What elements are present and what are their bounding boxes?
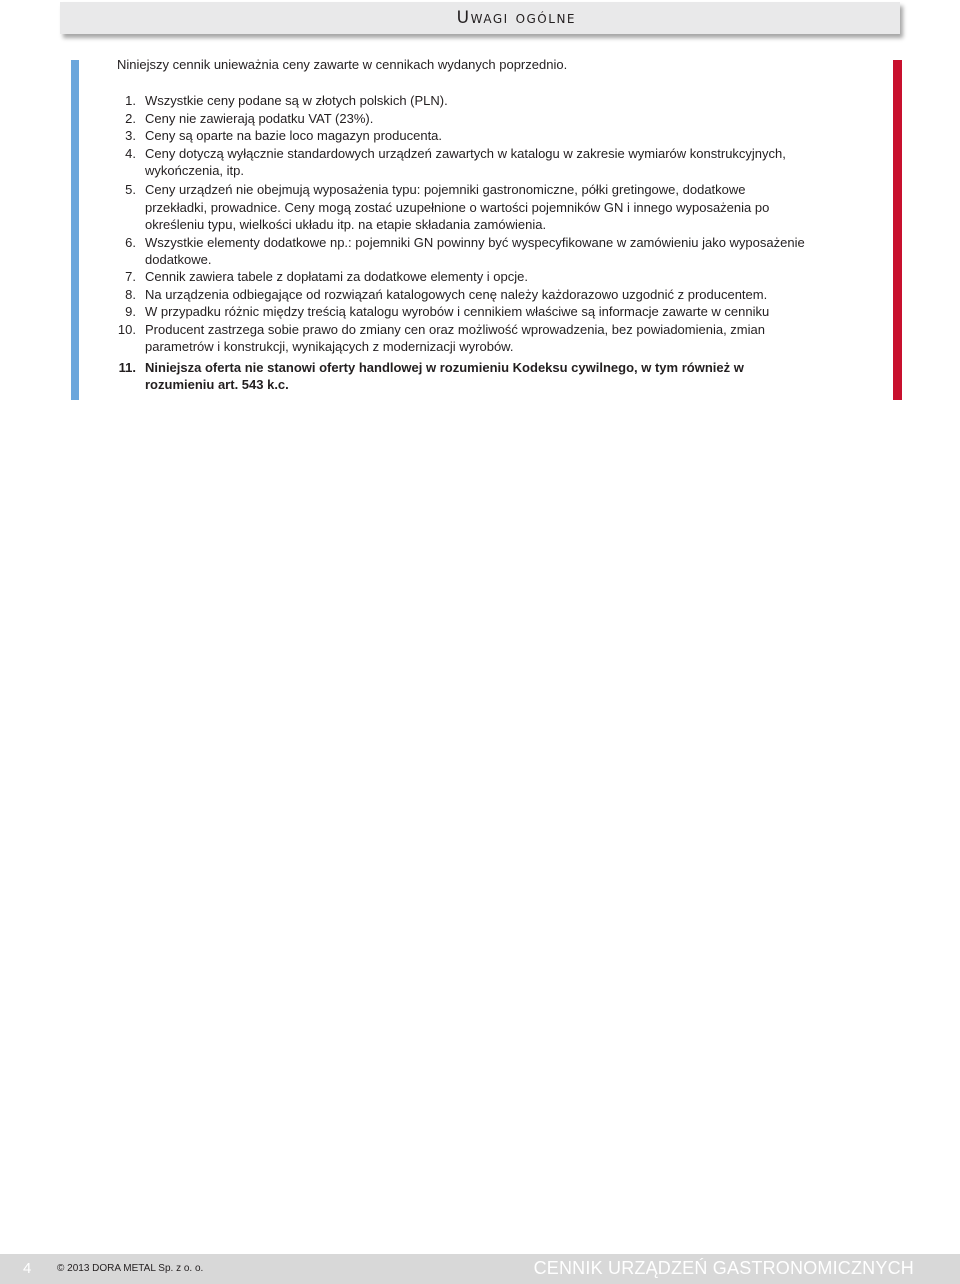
notes-content <box>117 56 807 393</box>
list-item-text: Wszystkie ceny podane są w złotych polskich (PLN). <box>145 93 448 109</box>
list-item <box>117 286 807 303</box>
list-item-number: 5. <box>125 182 136 198</box>
list-item-number: 8. <box>125 286 136 302</box>
list-item-text: Ceny nie zawierają podatku VAT (23%). <box>145 110 374 126</box>
list-item <box>117 321 807 356</box>
list-item-number: 4. <box>125 145 136 161</box>
list-item <box>117 268 807 285</box>
list-item-text: Ceny są oparte na bazie loco magazyn producenta. <box>145 128 443 144</box>
notes-list <box>117 92 807 393</box>
list-item <box>117 234 807 269</box>
list-item-number: 9. <box>125 304 136 320</box>
list-item-text: Ceny urządzeń nie obejmują wyposażenia typu: pojemniki gastronomiczne, półki gretingowe, dodatkowe przekładki, prowadnice. Ceny mogą zostać uzupełnione o wartości pojemników GN i innego wyposażenia po określeniu typu, wielkości układu itp. na etapie składania zamówienia. <box>145 182 770 233</box>
list-item-text: Na urządzenia odbiegające od rozwiązań katalogowych cenę należy każdorazowo uzgodnić z producentem. <box>145 286 768 302</box>
copyright-text: © 2013 DORA METAL Sp. z o. o. <box>57 1263 204 1274</box>
left-accent-bar <box>71 60 79 400</box>
list-item-text: Producent zastrzega sobie prawo do zmiany cen oraz możliwość wprowadzenia, bez powiadomienia, zmian parametrów i konstrukcji, wynikających z modernizacji wyrobów. <box>145 321 765 355</box>
list-item-text: W przypadku różnic między treścią katalogu wyrobów i cennikiem właściwe są informacje zawarte w cenniku <box>145 304 770 320</box>
footer-title: CENNIK URZĄDZEŃ GASTRONOMICZNYCH <box>533 1258 914 1278</box>
list-item <box>117 359 807 394</box>
list-item-number: 6. <box>125 234 136 250</box>
list-item <box>117 181 807 233</box>
list-item-number: 2. <box>125 110 136 126</box>
page-number: 4 <box>23 1260 32 1277</box>
list-item-text: Ceny dotyczą wyłącznie standardowych urządzeń zawartych w katalogu w zakresie wymiarów konstrukcyjnych, wykończenia, itp. <box>145 145 786 179</box>
list-item-text: Niniejsza oferta nie stanowi oferty handlowej w rozumieniu Kodeksu cywilnego, w tym również w rozumieniu art. 543 k.c. <box>145 359 744 392</box>
list-item-number: 11. <box>118 359 136 375</box>
list-item-text: Cennik zawiera tabele z dopłatami za dodatkowe elementy i opcje. <box>145 269 528 285</box>
list-item <box>117 145 807 180</box>
footer-bar <box>0 1254 960 1284</box>
page-title: Uwagi ogólne <box>456 8 576 28</box>
list-item <box>117 92 807 109</box>
list-item-number: 7. <box>125 269 136 285</box>
list-item-number: 1. <box>125 93 136 109</box>
list-item <box>117 127 807 144</box>
intro-text: Niniejszy cennik unieważnia ceny zawarte w cennikach wydanych poprzednio. <box>117 57 568 72</box>
list-item-text: Wszystkie elementy dodatkowe np.: pojemniki GN powinny być wyspecyfikowane w zamówieniu jako wyposażenie dodatkowe. <box>145 234 805 268</box>
list-item-number: 10. <box>117 321 136 337</box>
header-bar <box>60 2 900 34</box>
list-item <box>117 110 807 127</box>
right-accent-bar <box>893 60 902 400</box>
list-item-number: 3. <box>125 128 136 144</box>
list-item <box>117 303 807 320</box>
